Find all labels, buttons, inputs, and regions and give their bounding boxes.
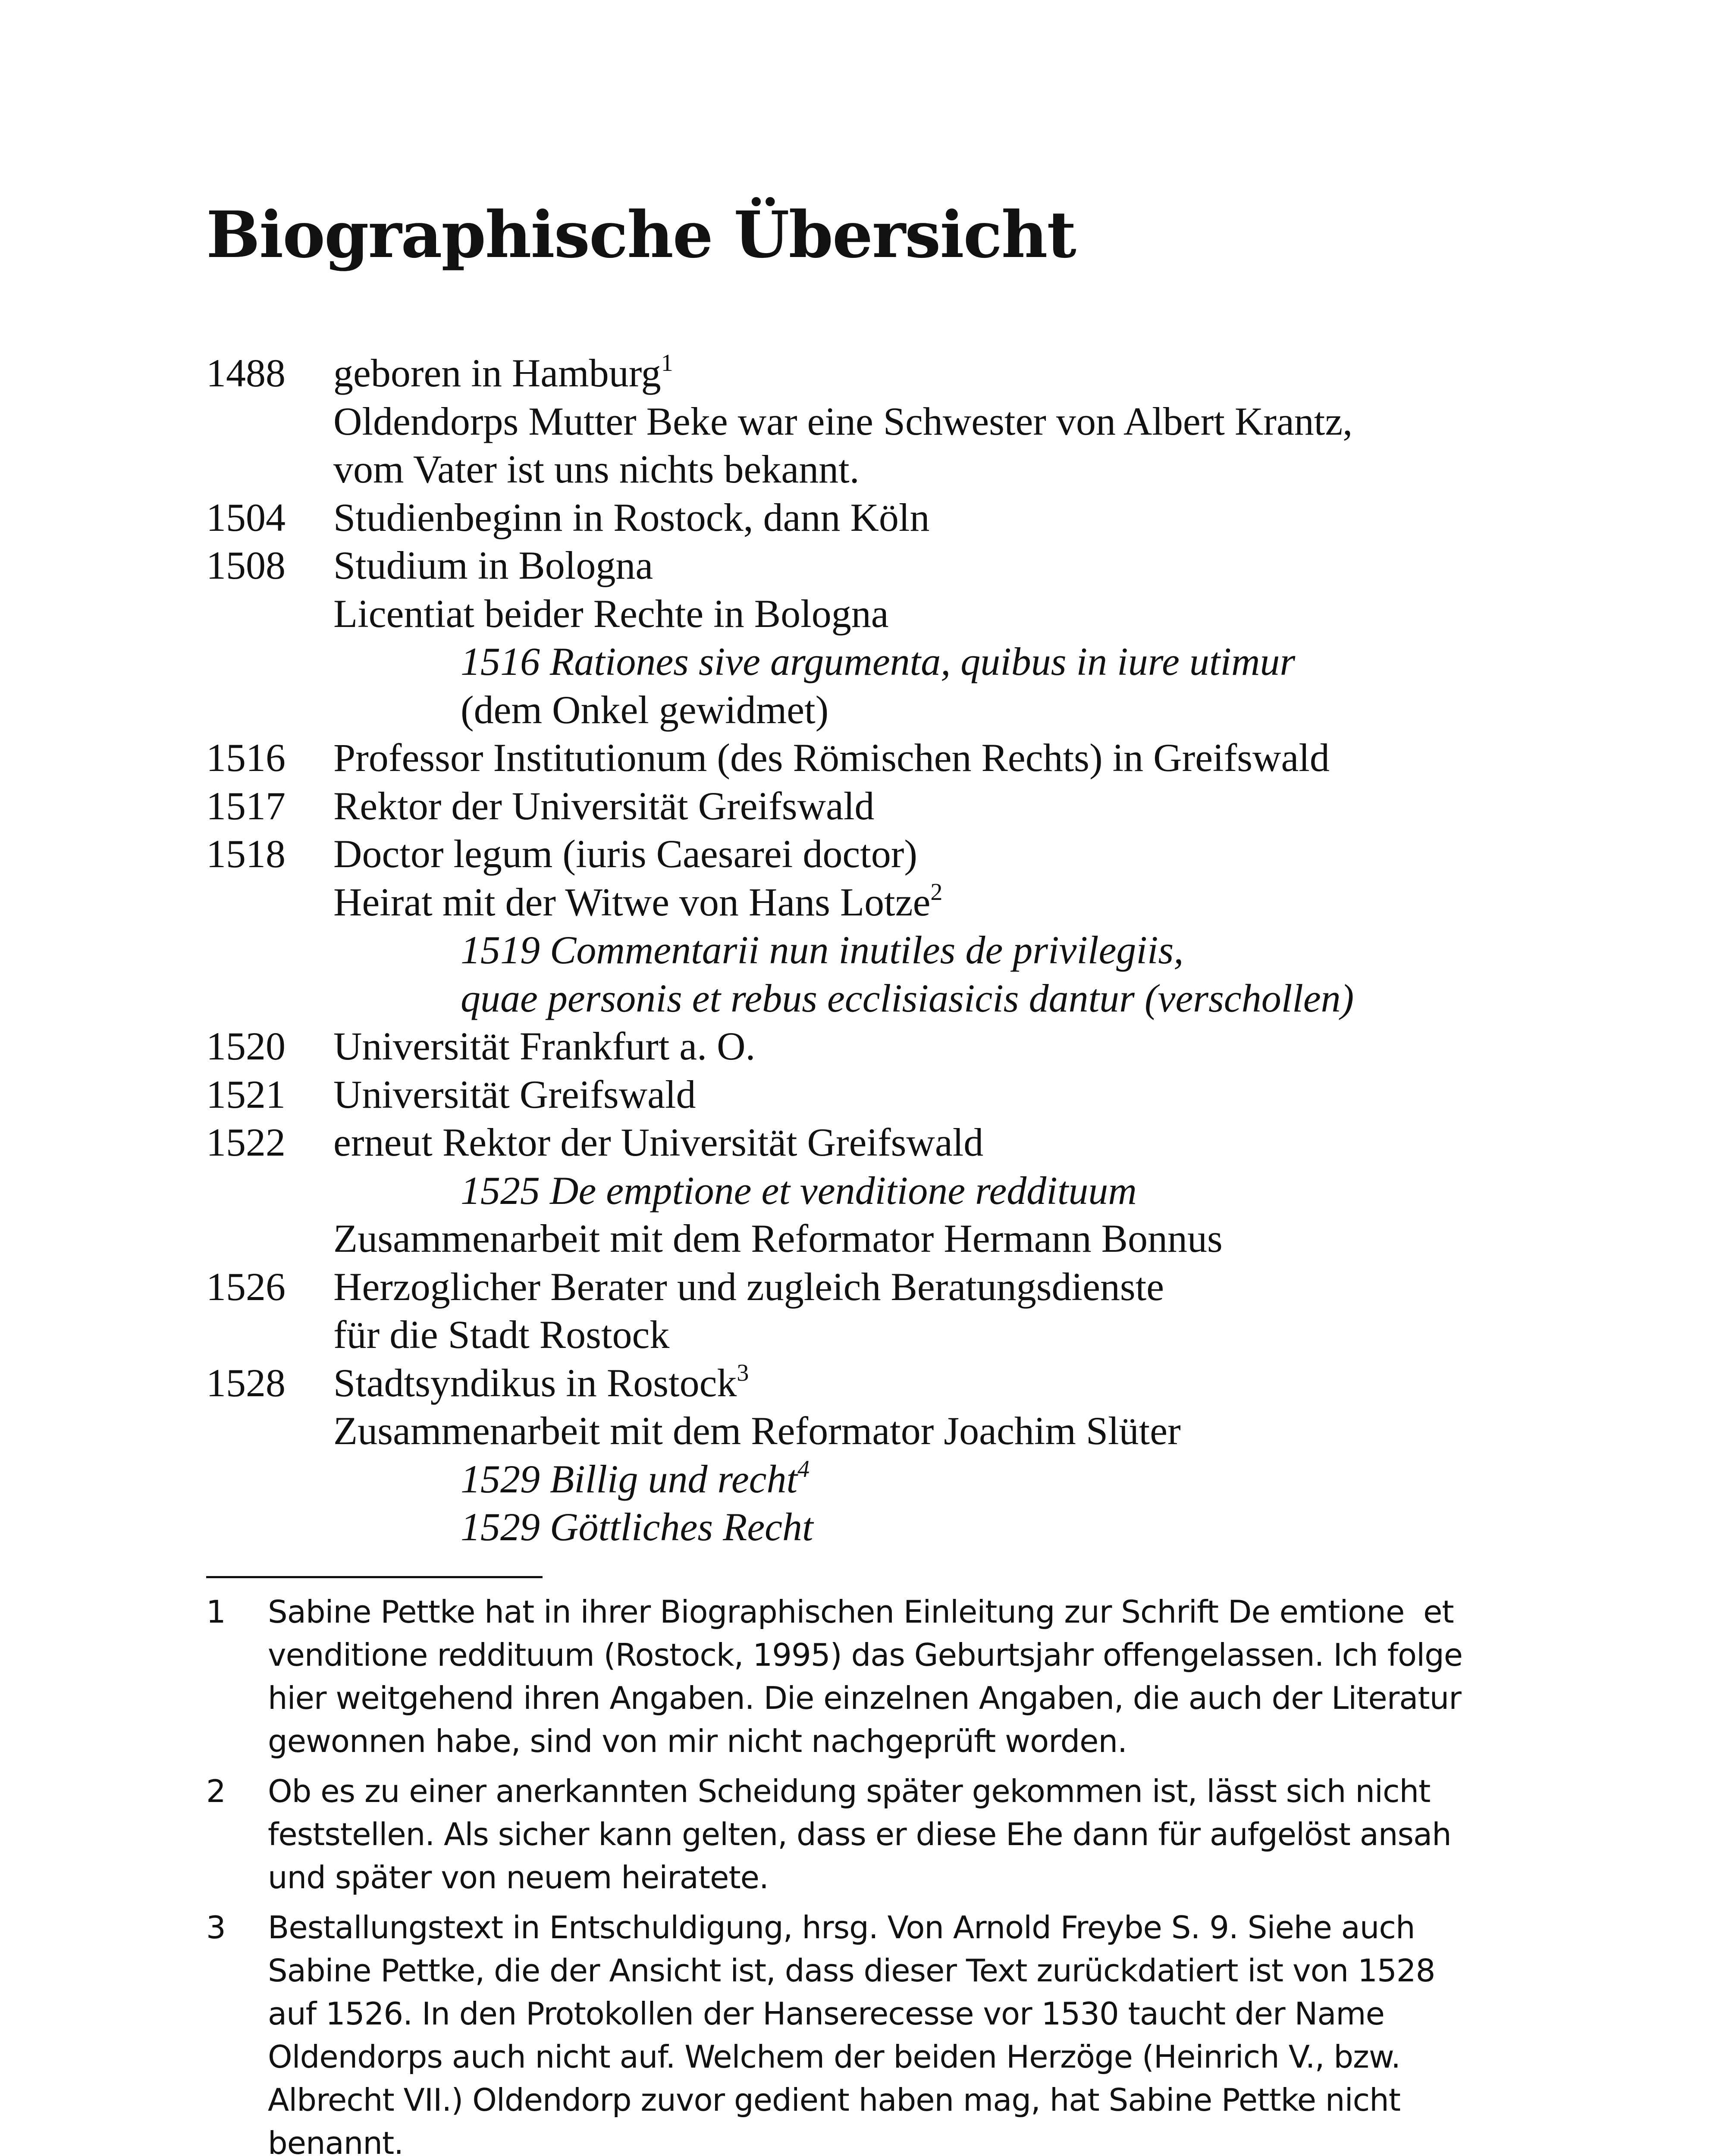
timeline-event <box>333 782 874 830</box>
timeline-event <box>333 542 653 590</box>
timeline-row <box>206 1359 1586 1407</box>
footnote-text <box>268 1906 1565 2156</box>
timeline-text: Oldendorps Mutter Beke war eine Schwester von Albert Krantz, <box>333 399 1353 443</box>
timeline-text: Zusammenarbeit mit dem Reformator Joachim Slüter <box>333 1409 1181 1453</box>
footnote-text <box>268 1590 1565 1763</box>
timeline-event <box>333 398 1352 446</box>
timeline-text: Professor Institutionum (des Römischen Rechts) in Greifswald <box>333 736 1330 780</box>
timeline-row <box>206 1071 1586 1119</box>
timeline-row <box>206 1503 1586 1551</box>
footnote-line: venditione reddituum (Rostock, 1995) das Geburtsjahr offengelassen. Ich folge <box>268 1637 1463 1673</box>
footnote-line: und später von neuem heiratete. <box>268 1859 769 1896</box>
timeline-row <box>206 686 1586 734</box>
timeline-text: geboren in Hamburg <box>333 351 661 395</box>
timeline-publication <box>461 1503 813 1551</box>
footnote-line: Ob es zu einer anerkannten Scheidung später gekommen ist, lässt sich nicht <box>268 1773 1431 1809</box>
timeline-text: 1529 Billig und recht <box>461 1457 798 1501</box>
timeline-text: 1525 De emptione et venditione reddituum <box>461 1168 1137 1213</box>
footnote-reference[interactable]: 1 <box>661 350 673 376</box>
timeline-event <box>333 878 942 927</box>
timeline-text: vom Vater ist uns nichts bekannt. <box>333 447 860 491</box>
timeline-row <box>206 1311 1586 1359</box>
timeline-text: 1529 Göttliches Recht <box>461 1505 813 1549</box>
timeline-text: für die Stadt Rostock <box>333 1313 670 1357</box>
timeline-event <box>333 445 860 494</box>
timeline-year: 1522 <box>206 1120 286 1164</box>
timeline-row <box>206 1455 1586 1504</box>
timeline-row <box>206 1167 1586 1215</box>
footnote-line: gewonnen habe, sind von mir nicht nachgeprüft worden. <box>268 1723 1127 1759</box>
timeline-row <box>206 734 1586 782</box>
timeline-year: 1517 <box>206 783 286 828</box>
timeline-publication <box>461 638 1295 686</box>
timeline-publication <box>461 975 1354 1023</box>
timeline-event <box>333 494 929 542</box>
footnote-line: Albrecht VII.) Oldendorp zuvor gedient haben mag, hat Sabine Pettke nicht <box>268 2082 1401 2118</box>
timeline-row <box>206 494 1586 542</box>
timeline-year: 1526 <box>206 1264 286 1309</box>
footnote-line: Sabine Pettke hat in ihrer Biographischen Einleitung zur Schrift De emtione et <box>268 1594 1454 1630</box>
footnote-reference[interactable]: 4 <box>797 1455 810 1482</box>
timeline-row <box>206 878 1586 927</box>
timeline-publication <box>461 926 1183 975</box>
timeline-row <box>206 1407 1586 1455</box>
timeline-event <box>333 1311 669 1359</box>
timeline-text: Universität Frankfurt a. O. <box>333 1024 756 1068</box>
footnote-number: 1 <box>206 1594 226 1630</box>
timeline-event <box>333 590 889 638</box>
timeline-row <box>206 542 1586 590</box>
footnote-separator <box>206 1576 543 1578</box>
timeline-year: 1508 <box>206 543 286 587</box>
timeline-event <box>333 349 673 398</box>
timeline-event <box>333 830 917 878</box>
timeline-year: 1528 <box>206 1360 286 1405</box>
timeline-publication <box>461 1455 810 1504</box>
footnote-line: feststellen. Als sicher kann gelten, dass er diese Ehe dann für aufgelöst ansah <box>268 1816 1451 1852</box>
timeline-row <box>206 1215 1586 1263</box>
footnote-line: benannt. <box>268 2125 404 2156</box>
timeline-text: Zusammenarbeit mit dem Reformator Hermann Bonnus <box>333 1216 1223 1260</box>
footnote-number: 3 <box>206 1909 226 1946</box>
timeline-row <box>206 1022 1586 1071</box>
footnotes <box>206 1590 1565 2156</box>
footnote-line: hier weitgehend ihren Angaben. Die einzelnen Angaben, die auch der Literatur <box>268 1680 1461 1716</box>
timeline-row <box>206 445 1586 494</box>
timeline-text: quae personis et rebus ecclisiasicis dantur (verschollen) <box>461 976 1354 1020</box>
timeline-row <box>206 926 1586 975</box>
footnote-text <box>268 1770 1565 1899</box>
timeline-year: 1504 <box>206 495 286 539</box>
timeline-text: Heirat mit der Witwe von Hans Lotze <box>333 880 931 924</box>
timeline-text: Rektor der Universität Greifswald <box>333 783 875 828</box>
timeline-text: (dem Onkel gewidmet) <box>461 687 829 732</box>
timeline-event <box>333 1215 1223 1263</box>
timeline-text: Studienbeginn in Rostock, dann Köln <box>333 495 930 539</box>
timeline-publication <box>461 686 828 734</box>
timeline-event <box>333 1119 983 1167</box>
biography-timeline <box>206 349 1586 1551</box>
footnote-reference[interactable]: 2 <box>930 878 943 906</box>
timeline-event <box>333 1022 756 1071</box>
timeline-publication <box>461 1167 1137 1215</box>
timeline-year: 1516 <box>206 736 286 780</box>
timeline-event <box>333 734 1330 782</box>
timeline-row <box>206 830 1586 878</box>
timeline-text: Studium in Bologna <box>333 543 653 587</box>
timeline-event <box>333 1407 1181 1455</box>
timeline-text: Universität Greifswald <box>333 1072 696 1116</box>
timeline-text: Doctor legum (iuris Caesarei doctor) <box>333 832 917 876</box>
timeline-row <box>206 349 1586 398</box>
timeline-row <box>206 590 1586 638</box>
page-title: Biographische Übersicht <box>206 197 1076 272</box>
timeline-row <box>206 398 1586 446</box>
timeline-row <box>206 1119 1586 1167</box>
footnote <box>206 1906 1565 2156</box>
timeline-text: 1516 Rationes sive argumenta, quibus in iure utimur <box>461 639 1296 683</box>
footnote-reference[interactable]: 3 <box>737 1359 749 1386</box>
footnote-line: Bestallungstext in Entschuldigung, hrsg. Von Arnold Freybe S. 9. Siehe auch <box>268 1909 1415 1946</box>
timeline-event <box>333 1359 749 1407</box>
timeline-text: erneut Rektor der Universität Greifswald <box>333 1120 984 1164</box>
timeline-event <box>333 1263 1164 1311</box>
footnote <box>206 1770 1565 1899</box>
timeline-year: 1520 <box>206 1024 286 1068</box>
footnote-line: auf 1526. In den Protokollen der Hanserecesse vor 1530 taucht der Name <box>268 1996 1384 2032</box>
footnote <box>206 1590 1565 1763</box>
timeline-text: 1519 Commentarii nun inutiles de privilegiis, <box>461 928 1184 972</box>
timeline-row <box>206 975 1586 1023</box>
footnote-number: 2 <box>206 1773 226 1809</box>
footnote-line: Sabine Pettke, die der Ansicht ist, dass dieser Text zurückdatiert ist von 1528 <box>268 1952 1435 1989</box>
timeline-text: Licentiat beider Rechte in Bologna <box>333 591 889 636</box>
timeline-row <box>206 1263 1586 1311</box>
timeline-year: 1521 <box>206 1072 286 1116</box>
timeline-row <box>206 782 1586 830</box>
timeline-text: Stadtsyndikus in Rostock <box>333 1360 737 1405</box>
timeline-row <box>206 638 1586 686</box>
timeline-event <box>333 1071 696 1119</box>
timeline-year: 1518 <box>206 832 286 876</box>
timeline-text: Herzoglicher Berater und zugleich Beratungsdienste <box>333 1264 1164 1309</box>
footnote-line: Oldendorps auch nicht auf. Welchem der beiden Herzöge (Heinrich V., bzw. <box>268 2039 1400 2075</box>
timeline-year: 1488 <box>206 351 286 395</box>
